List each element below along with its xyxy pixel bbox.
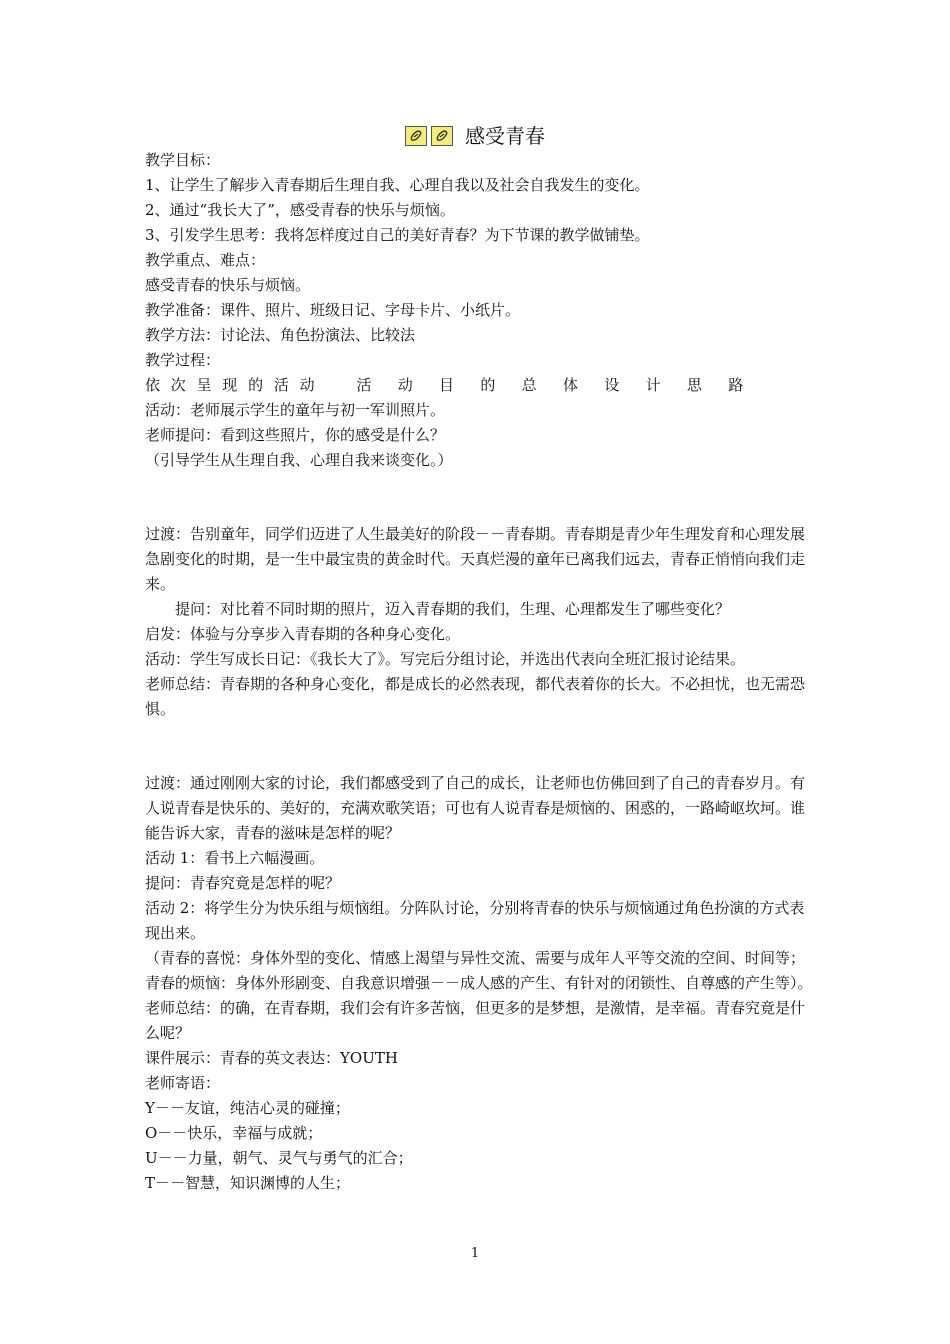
document-body [145,148,813,1196]
paragraph: 过渡：告别童年，同学们迈进了人生最美好的阶段－－青春期。青春期是青少年生理发育和心理发展急剧变化的时期，是一生中最宝贵的黄金时代。天真烂漫的童年已离我们远去，青春正悄悄向我们走来。 [145,525,806,593]
paragraph: 老师寄语： [145,1074,221,1092]
paragraph: 课件展示：青春的英文表达：YOUTH [145,1049,398,1067]
title-block [0,122,950,150]
paragraph: 提问：青春究竟是怎样的呢？ [145,874,341,892]
paragraph: 教学方法：讨论法、角色扮演法、比较法 [145,326,416,344]
paragraph: 活动 1：看书上六幅漫画。 [145,849,325,867]
list-item: U－－力量，朝气、灵气与勇气的汇合； [145,1149,413,1167]
list-item: Y－－友谊，纯洁心灵的碰撞； [145,1099,350,1117]
paragraph: 提问：对比着不同时期的照片，迈入青春期的我们，生理、心理都发生了哪些变化？ [175,600,731,618]
paragraph: 老师总结：的确，在青春期，我们会有许多苦恼，但更多的是梦想，是激情，是幸福。青春究竟是什么呢？ [145,999,806,1042]
paragraph: 过渡：通过刚刚大家的讨论，我们都感受到了自己的成长，让老师也仿佛回到了自己的青春岁月。有人说青春是快乐的、美好的，充满欢歌笑语；可也有人说青春是烦恼的、困惑的，一路崎岖坎坷。谁能告诉大家，青春的滋味是怎样的呢？ [145,774,806,842]
title-icons [405,126,453,146]
paragraph: 感受青春的快乐与烦恼。 [145,276,311,294]
paragraph: 老师总结：青春期的各种身心变化，都是成长的必然表现，都代表着你的长大。不必担忧，也无需恐惧。 [145,675,806,718]
paragraph: 2、通过“我长大了”，感受青春的快乐与烦恼。 [145,201,455,219]
paragraph: 活动 2：将学生分为快乐组与烦恼组。分阵队讨论，分别将青春的快乐与烦恼通过角色扮演的方式表现出来。 [145,899,805,942]
list-item: O－－快乐，幸福与成就； [145,1124,323,1142]
paragraph: 活动：学生写成长日记：《我长大了》。写完后分组讨论，并选出代表向全班汇报讨论结果。 [145,650,746,668]
page-number: 1 [470,1246,480,1261]
scroll-icon [405,126,427,146]
paragraph: 3、引发学生思考：我将怎样度过自己的美好青春？为下节课的教学做铺垫。 [145,226,650,244]
section-heading: 教学重点、难点： [145,251,266,269]
section-heading: 教学目标： [145,151,221,169]
paragraph: 启发：体验与分享步入青春期的各种身心变化。 [145,625,461,643]
paragraph: 老师提问：看到这些照片，你的感受是什么？ [145,426,446,444]
paragraph: 活动：老师展示学生的童年与初一军训照片。 [145,401,446,419]
list-item: T－－智慧，知识渊博的人生； [145,1174,351,1192]
spacer [145,473,813,522]
section-heading: 教学过程： [145,351,221,369]
paragraph: （青春的喜悦：身体外型的变化、情感上渴望与异性交流、需要与成年人平等交流的空间、时间等；青春的烦恼：身体外形剧变、自我意识增强－－成人感的产生、有针对的闭锁性、自尊感的产生等）。 [145,949,813,992]
scroll-icon [431,126,453,146]
paragraph: （引导学生从生理自我、心理自我来谈变化。） [145,451,453,469]
paragraph: 1、让学生了解步入青春期后生理自我、心理自我以及社会自我发生的变化。 [145,176,650,194]
page-title: 感受青春 [465,124,545,148]
spacer [145,722,813,771]
table-header-row: 依 次 呈 现 的 活 动 活 动 目 的 总 体 设 计 思 路 [145,376,747,394]
paragraph: 教学准备：课件、照片、班级日记、字母卡片、小纸片。 [145,301,521,319]
